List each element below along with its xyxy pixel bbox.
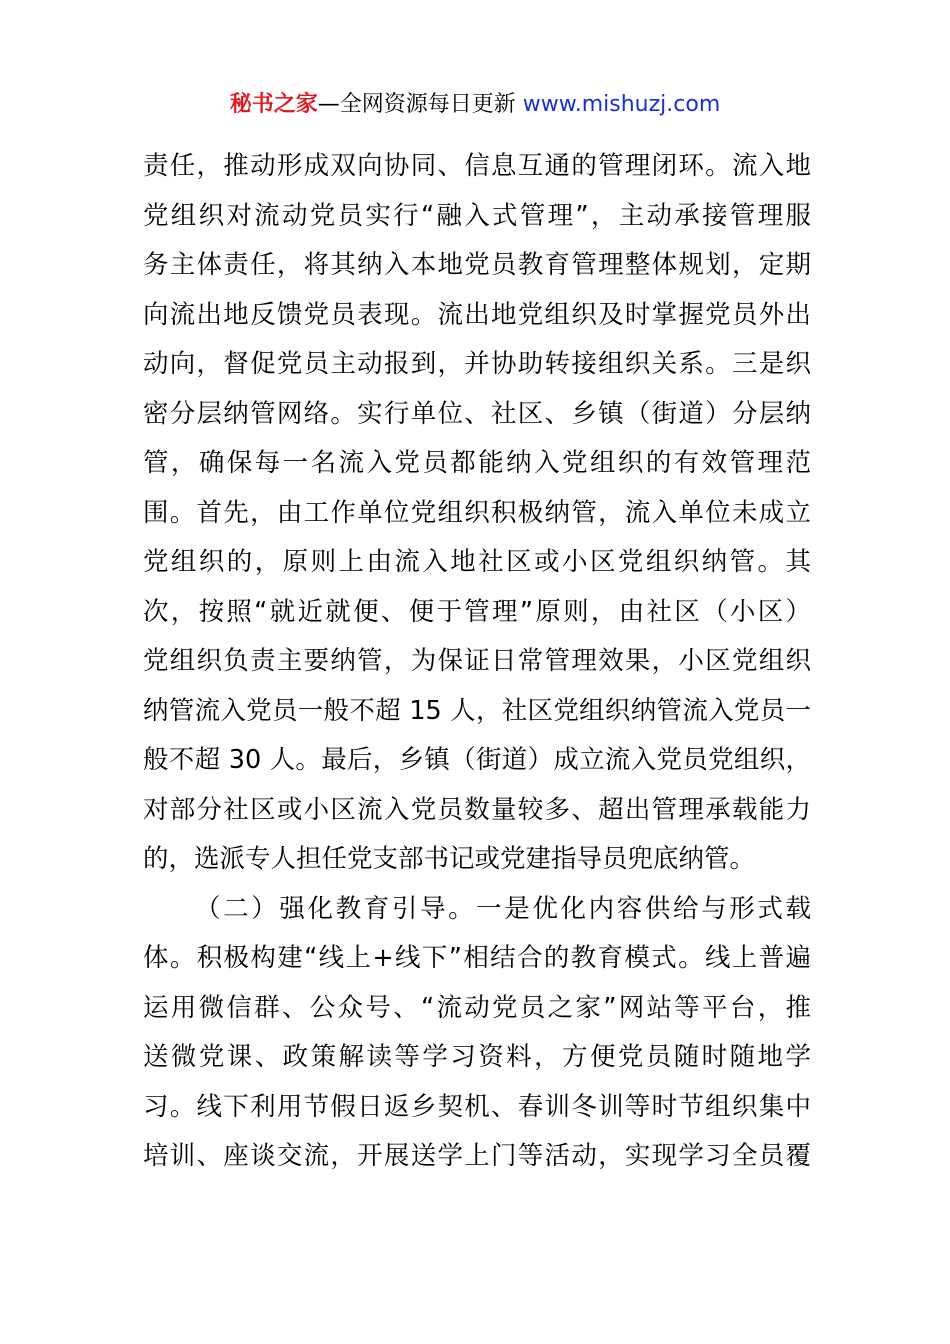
text-line: 送微党课、政策解读等学习资料，方便党员随时随地学 — [143, 1042, 811, 1072]
text-line: 对部分社区或小区流入党员数量较多、超出管理承载能力 — [143, 794, 811, 825]
text-line: 习。线下利用节假日返乡契机、春训冬训等时节组织集中 — [143, 1091, 811, 1122]
paragraph-1 — [143, 142, 811, 885]
section-heading-line: （二）强化教育引导。一是优化内容供给与形式载 — [195, 893, 811, 924]
text-line: 动向，督促党员主动报到，并协助转接组织关系。三是织 — [143, 349, 811, 379]
text-line: 管，确保每一名流入党员都能纳入党组织的有效管理范 — [143, 448, 811, 478]
text-line: 培训、座谈交流，开展送学上门等活动，实现学习全员覆 — [143, 1141, 811, 1171]
text-line: 务主体责任，将其纳入本地党员教育管理整体规划，定期 — [143, 250, 811, 280]
page-header — [0, 88, 950, 122]
header-tagline: —全网资源每日更新 — [317, 92, 523, 117]
text-line: 的，选派专人担任党支部书记或党建指导员兜底纳管。 — [143, 844, 756, 874]
text-line: 体。积极构建“线上+线下”相结合的教育模式。线上普遍 — [143, 943, 811, 973]
document-body — [143, 142, 811, 1182]
text-line: 运用微信群、公众号、“流动党员之家”网站等平台，推 — [143, 992, 811, 1023]
text-line: 般不超 30 人。最后，乡镇（街道）成立流入党员党组织， — [143, 745, 811, 775]
text-line: 密分层纳管网络。实行单位、社区、乡镇（街道）分层纳 — [143, 398, 811, 429]
website-link[interactable]: www.mishuzj.com — [522, 92, 721, 117]
text-line: 向流出地反馈党员表现。流出地党组织及时掌握党员外出 — [143, 299, 811, 330]
text-line: 纳管流入党员一般不超 15 人，社区党组织纳管流入党员一 — [143, 695, 811, 726]
text-line: 责任，推动形成双向协同、信息互通的管理闭环。流入地 — [143, 151, 811, 181]
paragraph-2 — [143, 885, 811, 1182]
text-line: 围。首先，由工作单位党组织积极纳管，流入单位未成立 — [143, 497, 811, 528]
text-line: 党组织的，原则上由流入地社区或小区党组织纳管。其 — [143, 547, 811, 577]
text-line: 党组织对流动党员实行“融入式管理”，主动承接管理服 — [143, 200, 811, 231]
text-line: 党组织负责主要纳管，为保证日常管理效果，小区党组织 — [143, 646, 811, 676]
brand-name: 秘书之家 — [229, 92, 318, 117]
text-line: 次，按照“就近就便、便于管理”原则，由社区（小区） — [143, 596, 811, 627]
